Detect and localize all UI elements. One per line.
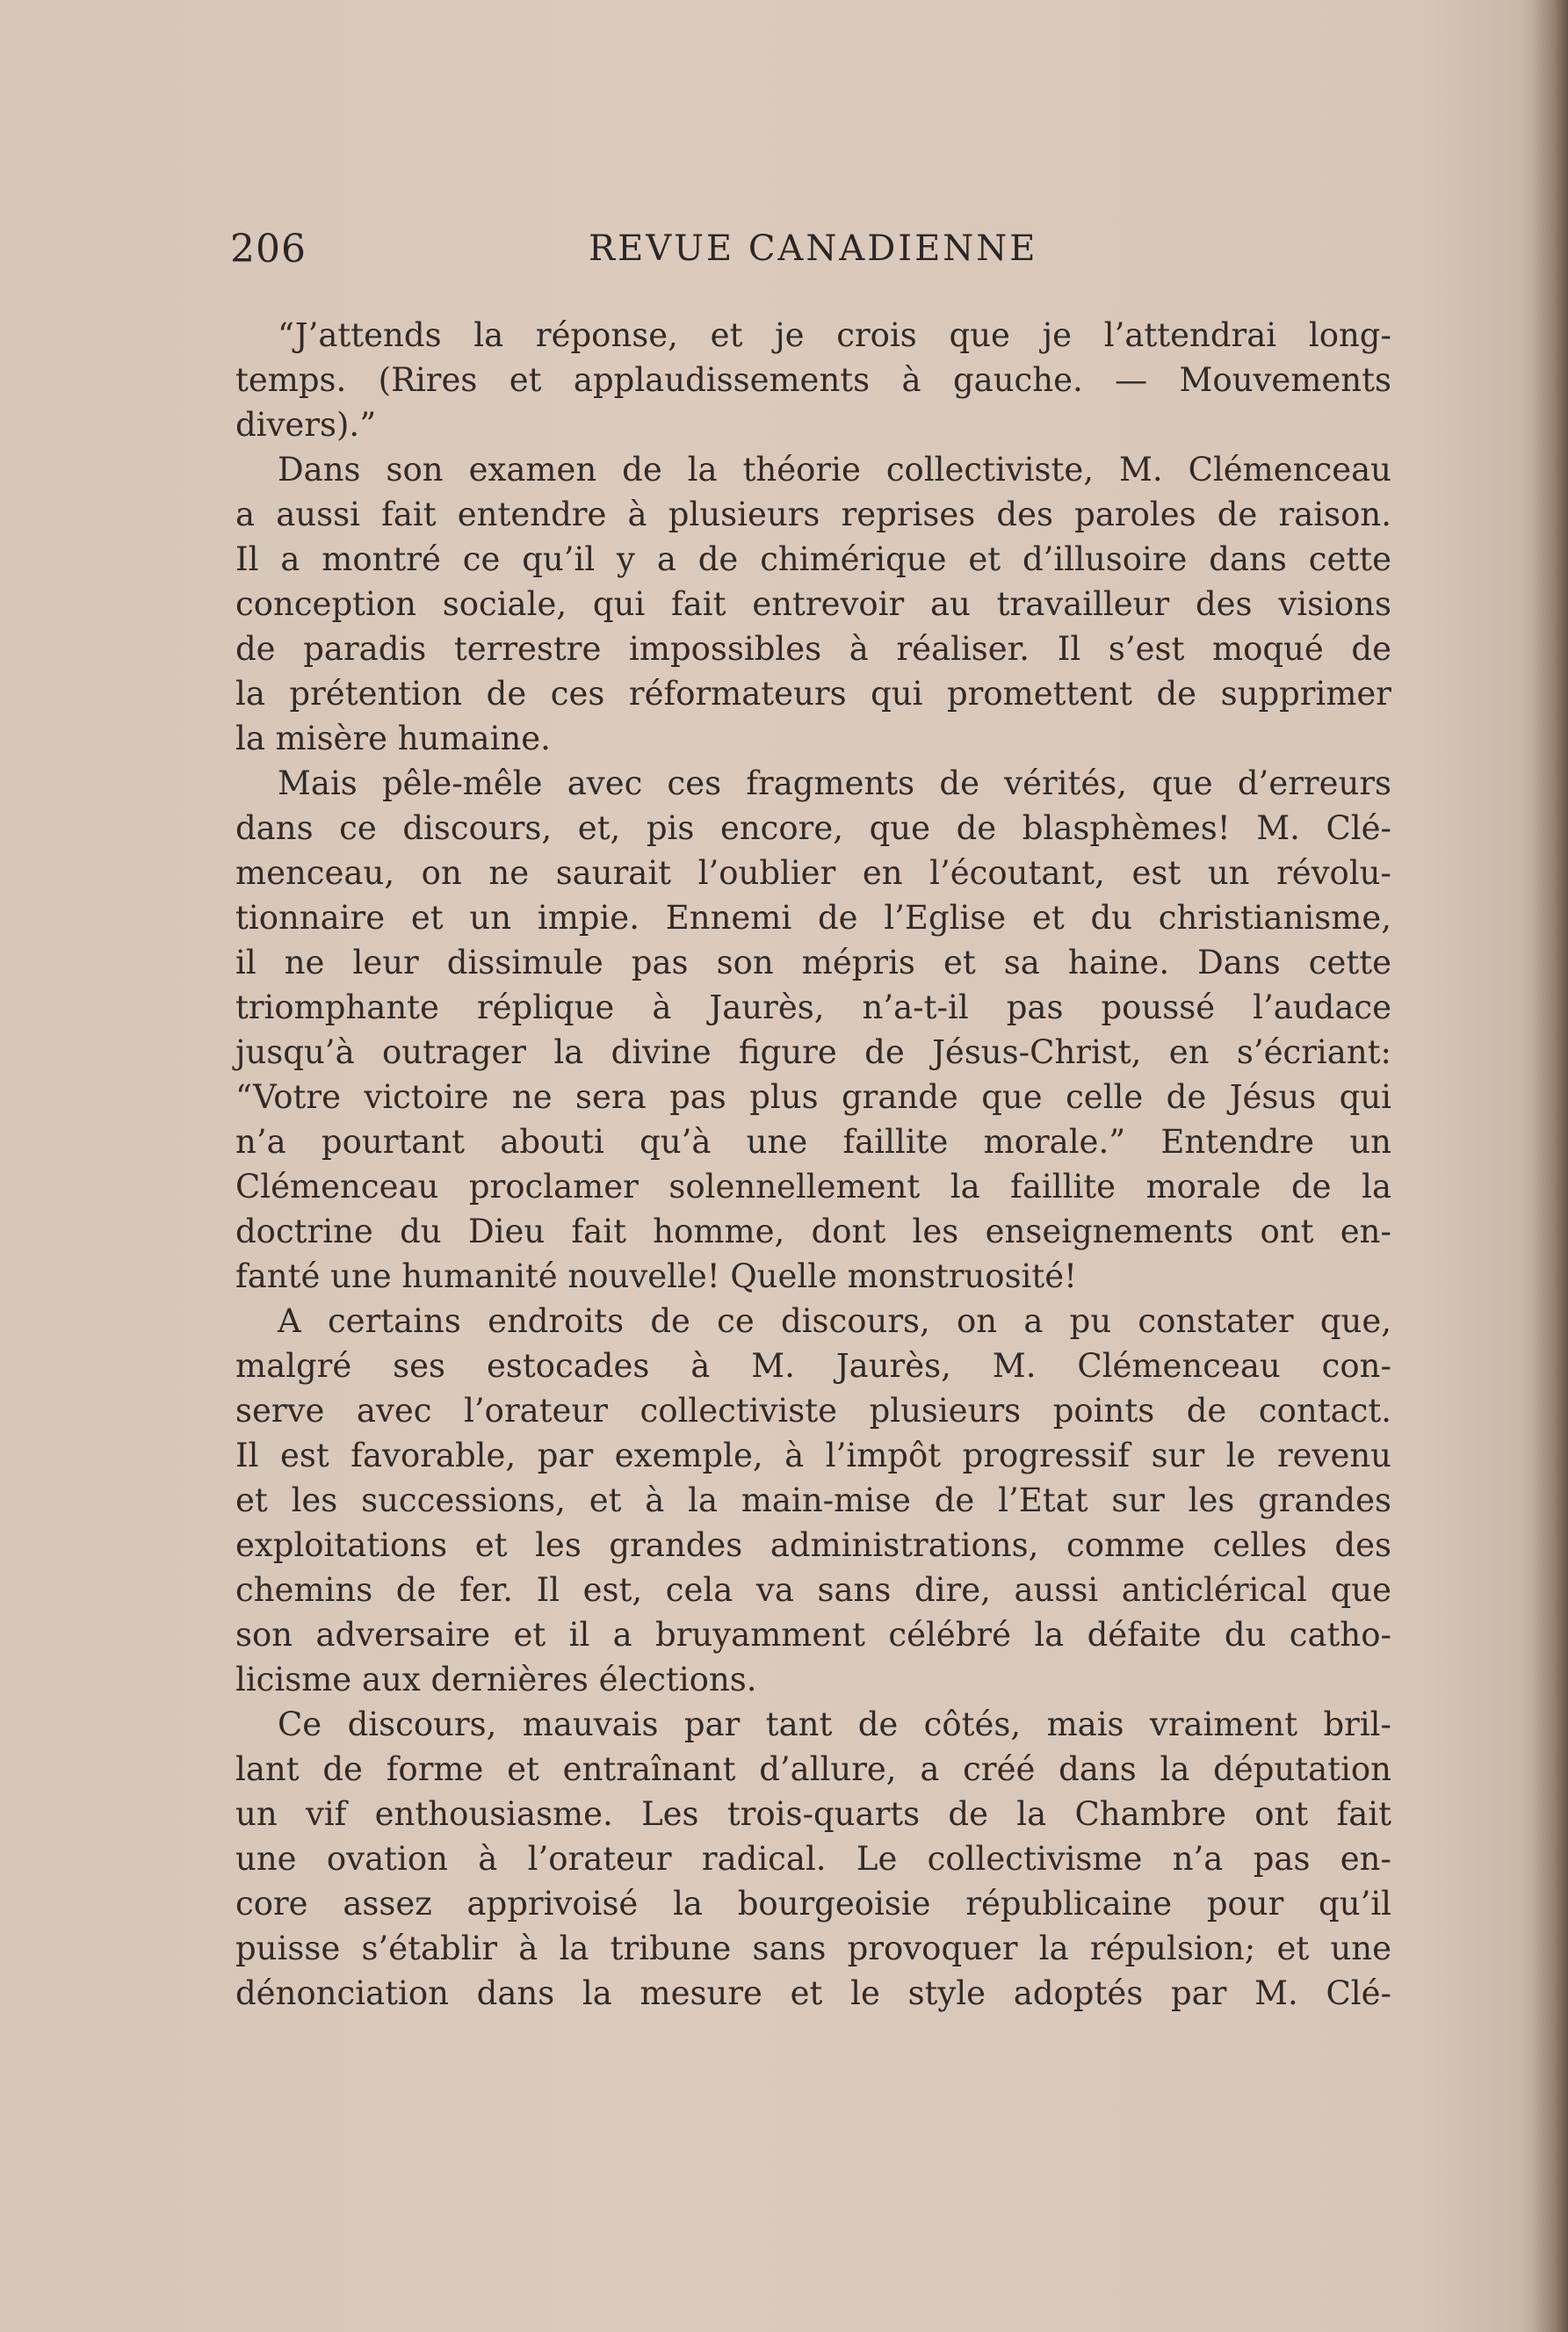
text-line: conception sociale, qui fait entrevoir au travailleur des visions xyxy=(235,585,1391,623)
paragraph xyxy=(235,761,1391,1299)
running-head xyxy=(230,227,1109,279)
text-line: dans ce discours, et, pis encore, que de blasphèmes! M. Clé- xyxy=(235,809,1391,847)
text-line: menceau, on ne saurait l’oublier en l’écoutant, est un révolu- xyxy=(235,854,1391,892)
text-line: licisme aux dernières élections. xyxy=(235,1661,757,1698)
text-line: puisse s’établir à la tribune sans provoquer la répulsion; et une xyxy=(235,1930,1391,1967)
text-line: doctrine du Dieu fait homme, dont les enseignements ont en- xyxy=(235,1213,1391,1250)
text-line: core assez apprivoisé la bourgeoisie républicaine pour qu’il xyxy=(235,1885,1391,1923)
text-line: une ovation à l’orateur radical. Le collectivisme n’a pas en- xyxy=(235,1840,1391,1878)
text-line: n’a pourtant abouti qu’à une faillite morale.” Entendre un xyxy=(235,1123,1391,1161)
text-line: de paradis terrestre impossibles à réaliser. Il s’est moqué de xyxy=(235,630,1391,668)
paragraph xyxy=(235,447,1391,761)
text-line: il ne leur dissimule pas son mépris et sa haine. Dans cette xyxy=(235,944,1391,981)
text-line: et les successions, et à la main-mise de l’Etat sur les grandes xyxy=(235,1481,1391,1519)
body-text xyxy=(235,313,1391,2016)
text-line: un vif enthousiasme. Les trois-quarts de la Chambre ont fait xyxy=(235,1795,1391,1833)
text-line: la prétention de ces réformateurs qui promettent de supprimer xyxy=(235,675,1391,713)
text-line: tionnaire et un impie. Ennemi de l’Eglise et du christianisme, xyxy=(235,899,1391,937)
text-line: “J’attends la réponse, et je crois que je l’attendrai long- xyxy=(278,316,1391,354)
page-number: 206 xyxy=(230,227,307,272)
text-line: fanté une humanité nouvelle! Quelle monstruosité! xyxy=(235,1257,1078,1295)
text-line: Il est favorable, par exemple, à l’impôt progressif sur le revenu xyxy=(235,1437,1391,1474)
text-line: triomphante réplique à Jaurès, n’a-t-il pas poussé l’audace xyxy=(235,989,1391,1026)
text-line: lant de forme et entraînant d’allure, a créé dans la députation xyxy=(235,1750,1391,1788)
text-line: exploitations et les grandes administrations, comme celles des xyxy=(235,1526,1391,1564)
text-line: Clémenceau proclamer solennellement la faillite morale de la xyxy=(235,1168,1391,1206)
text-line: a aussi fait entendre à plusieurs reprises des paroles de raison. xyxy=(235,496,1391,533)
text-line: la misère humaine. xyxy=(235,720,551,757)
text-line: dénonciation dans la mesure et le style adoptés par M. Clé- xyxy=(235,1974,1391,2012)
text-line: Mais pêle-mêle avec ces fragments de vérités, que d’erreurs xyxy=(278,764,1391,802)
text-line: chemins de fer. Il est, cela va sans dire, aussi anticlérical que xyxy=(235,1571,1391,1609)
paragraph xyxy=(235,313,1391,447)
paragraph xyxy=(235,1299,1391,1702)
text-line: divers).” xyxy=(235,406,377,444)
text-line: Ce discours, mauvais par tant de côtés, mais vraiment bril- xyxy=(278,1706,1391,1743)
paragraph xyxy=(235,1702,1391,2016)
text-line: A certains endroits de ce discours, on a pu constater que, xyxy=(278,1302,1391,1340)
text-line: temps. (Rires et applaudissements à gauche. — Mouvements xyxy=(235,361,1391,399)
text-line: Dans son examen de la théorie collectiviste, M. Clémenceau xyxy=(278,451,1391,489)
text-line: “Votre victoire ne sera pas plus grande que celle de Jésus qui xyxy=(235,1078,1391,1116)
text-line: malgré ses estocades à M. Jaurès, M. Clémenceau con- xyxy=(235,1347,1391,1385)
page-gutter-shadow xyxy=(1533,0,1568,2332)
text-line: serve avec l’orateur collectiviste plusieurs points de contact. xyxy=(235,1392,1391,1430)
text-line: jusqu’à outrager la divine figure de Jésus-Christ, en s’écriant: xyxy=(235,1033,1391,1071)
journal-title: REVUE CANADIENNE xyxy=(589,228,1038,269)
text-line: son adversaire et il a bruyamment célébré la défaite du catho- xyxy=(235,1616,1391,1654)
text-line: Il a montré ce qu’il y a de chimérique et d’illusoire dans cette xyxy=(235,540,1391,578)
